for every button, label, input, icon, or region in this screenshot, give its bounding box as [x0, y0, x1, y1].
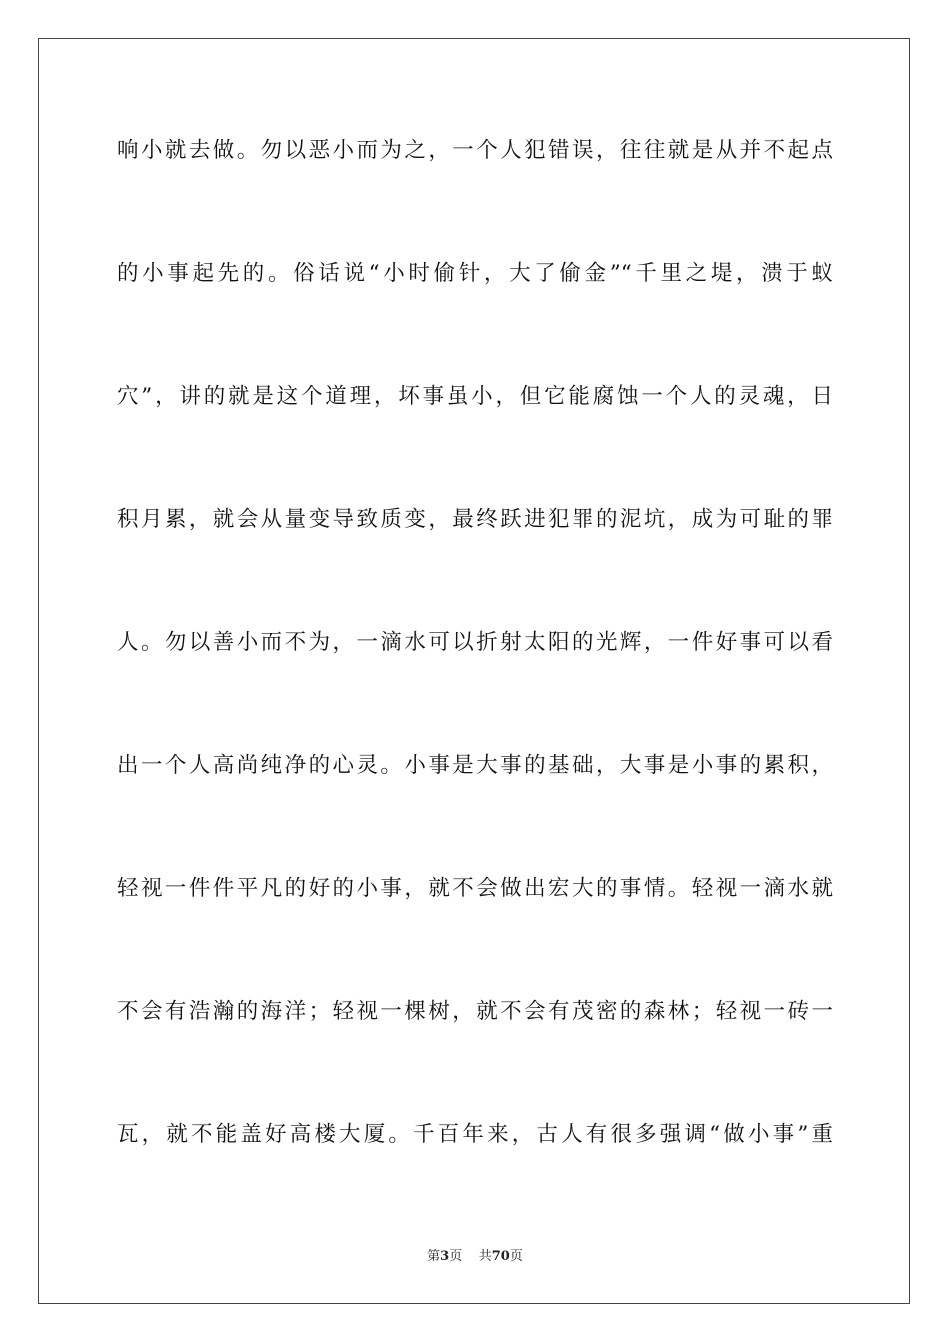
text-line-5: 人。勿以善小而不为，一滴水可以折射太阳的光辉，一件好事可以看 — [117, 630, 833, 655]
text-line-9: 瓦，就不能盖好高楼大厦。千百年来，古人有很多强调“做小事”重 — [117, 1122, 833, 1147]
page-number: 3 — [440, 1249, 450, 1264]
total-prefix: 共 — [478, 1249, 492, 1264]
text-line-8: 不会有浩瀚的海洋；轻视一棵树，就不会有茂密的森林；轻视一砖一 — [117, 999, 833, 1024]
text-line-2: 的小事起先的。俗话说“小时偷针，大了偷金”“千里之堤，溃于蚁 — [117, 261, 833, 286]
total-pages: 70 — [491, 1249, 510, 1264]
text-line-6: 出一个人高尚纯净的心灵。小事是大事的基础，大事是小事的累积， — [117, 753, 833, 778]
page-prefix: 第 — [427, 1249, 441, 1264]
text-line-3: 穴”，讲的就是这个道理，坏事虽小，但它能腐蚀一个人的灵魂，日 — [117, 384, 833, 409]
page-footer — [0, 1248, 950, 1266]
total-suffix: 页 — [509, 1249, 523, 1264]
text-line-7: 轻视一件件平凡的好的小事，就不会做出宏大的事情。轻视一滴水就 — [117, 876, 833, 901]
text-line-4: 积月累，就会从量变导致质变，最终跃进犯罪的泥坑，成为可耻的罪 — [117, 507, 833, 532]
page-border — [38, 38, 910, 1304]
text-line-1: 响小就去做。勿以恶小而为之，一个人犯错误，往往就是从并不起点 — [117, 138, 833, 163]
page-suffix: 页 — [449, 1249, 463, 1264]
